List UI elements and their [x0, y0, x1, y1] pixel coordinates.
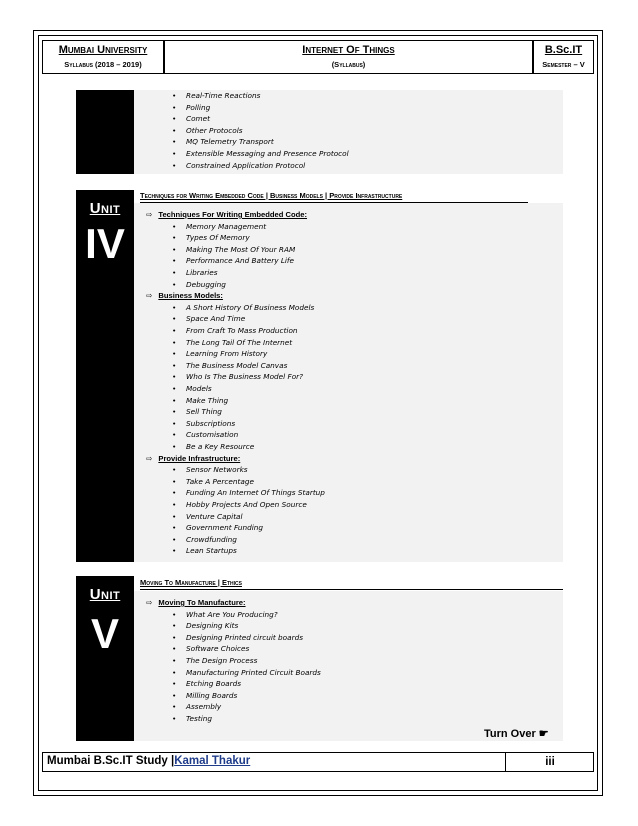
bullet-icon: •	[172, 546, 177, 556]
topic-heading	[146, 597, 246, 608]
bullet-icon: •	[172, 632, 177, 642]
bullet-icon: •	[172, 534, 177, 544]
list-item	[172, 522, 325, 534]
topic-title: Moving To Manufacture:	[158, 598, 246, 607]
list-item-text: Libraries	[186, 267, 218, 277]
list-item-text: Etching Boards	[186, 679, 242, 689]
list-item-text: Polling	[186, 102, 211, 112]
prev-topic-list	[172, 90, 349, 171]
list-item-text: Extensible Messaging and Presence Protocol	[186, 148, 349, 158]
list-item-text: Other Protocols	[186, 125, 243, 135]
list-item	[172, 325, 314, 337]
list-item	[172, 395, 314, 407]
list-item-text: Types Of Memory	[186, 233, 250, 243]
unit-iv-title: Techniques for Writing Embedded Code | Business Models | Provide Infrastructure	[140, 191, 403, 200]
bullet-icon: •	[172, 430, 177, 440]
bullet-icon: •	[172, 256, 177, 266]
list-item-text: Space And Time	[186, 314, 246, 324]
list-item	[172, 545, 325, 557]
bullet-icon: •	[172, 609, 177, 619]
list-item	[172, 360, 314, 372]
bullet-icon: •	[172, 125, 177, 135]
topic-list	[172, 302, 314, 453]
list-item	[172, 667, 321, 679]
topic-title: Business Models:	[158, 291, 223, 301]
unit-number: V	[90, 610, 119, 657]
bullet-icon: •	[172, 499, 177, 509]
list-item-text: Debugging	[186, 279, 226, 289]
list-item	[172, 511, 325, 523]
bullet-icon: •	[172, 621, 177, 631]
list-item	[172, 371, 314, 383]
bullet-icon: •	[172, 279, 177, 289]
bullet-icon: •	[172, 314, 177, 324]
bullet-icon: •	[172, 488, 177, 498]
semester-label: Semester – V	[542, 60, 585, 69]
bullet-icon: •	[172, 114, 177, 124]
list-item	[172, 136, 349, 148]
list-item-text: The Long Tail Of The Internet	[186, 337, 293, 347]
list-item-text: What Are You Producing?	[186, 609, 278, 619]
list-item	[172, 348, 314, 360]
list-item	[172, 279, 295, 291]
topic-list	[172, 221, 295, 291]
footer-text	[47, 755, 250, 767]
bullet-icon: •	[172, 667, 177, 677]
unit-label: Unit	[89, 586, 121, 603]
list-item-text: Making The Most Of Your RAM	[186, 244, 296, 254]
list-item	[172, 125, 349, 137]
bullet-icon: •	[172, 418, 177, 428]
list-item	[172, 643, 321, 655]
bullet-icon: •	[172, 679, 177, 689]
list-item-text: The Business Model Canvas	[186, 360, 288, 370]
list-item	[172, 499, 325, 511]
unit-label: Unit	[89, 200, 121, 217]
page-number: iii	[505, 753, 594, 771]
header-course	[533, 40, 594, 74]
bullet-icon: •	[172, 465, 177, 475]
bullet-icon: •	[172, 337, 177, 347]
list-item	[172, 534, 325, 546]
list-item	[172, 337, 314, 349]
arrow-right-icon: ⇨	[146, 210, 153, 219]
bullet-icon: •	[172, 221, 177, 231]
bullet-icon: •	[172, 690, 177, 700]
bullet-icon: •	[172, 511, 177, 521]
list-item-text: Performance And Battery Life	[186, 256, 294, 266]
list-item-text: Make Thing	[186, 395, 229, 405]
list-item-text: Funding An Internet Of Things Startup	[186, 488, 325, 498]
list-item	[172, 244, 295, 256]
list-item	[172, 406, 314, 418]
list-item	[172, 620, 321, 632]
list-item	[172, 441, 314, 453]
bullet-icon: •	[172, 91, 177, 100]
list-item-text: Constrained Application Protocol	[186, 160, 306, 170]
list-item-text: Government Funding	[186, 523, 264, 533]
bullet-icon: •	[172, 233, 177, 243]
bullet-icon: •	[172, 102, 177, 112]
list-item	[172, 487, 325, 499]
turn-over-note: Turn Over ☛	[484, 728, 549, 740]
list-item-text: Customisation	[186, 430, 239, 440]
list-item-text: Designing Printed circuit boards	[186, 632, 304, 642]
list-item-text: Venture Capital	[186, 511, 243, 521]
bullet-icon: •	[172, 383, 177, 393]
arrow-right-icon: ⇨	[146, 598, 153, 607]
list-item	[172, 690, 321, 702]
bullet-icon: •	[172, 407, 177, 417]
list-item-text: Hobby Projects And Open Source	[186, 499, 307, 509]
subject-title: Internet Of Things	[302, 44, 395, 56]
topic-heading	[146, 209, 307, 220]
list-item-text: Manufacturing Printed Circuit Boards	[186, 667, 321, 677]
list-item	[172, 221, 295, 233]
prev-unit-column	[76, 90, 134, 174]
list-item	[172, 701, 321, 713]
list-item	[172, 302, 314, 314]
bullet-icon: •	[172, 302, 177, 312]
unit-v-title-bar	[140, 577, 563, 590]
bullet-icon: •	[172, 644, 177, 654]
footer-author-link[interactable]: Kamal Thakur	[174, 755, 251, 767]
list-item	[172, 113, 349, 125]
bullet-icon: •	[172, 349, 177, 359]
list-item	[172, 429, 314, 441]
list-item-text: MQ Telemetry Transport	[186, 137, 274, 147]
list-item-text: Real-Time Reactions	[186, 91, 261, 100]
list-item	[172, 148, 349, 160]
list-item-text: Sell Thing	[186, 407, 222, 417]
unit-v-title: Moving To Manufacture | Ethics	[140, 578, 242, 587]
unit-v-column	[76, 576, 134, 741]
list-item	[172, 160, 349, 172]
list-item	[172, 267, 295, 279]
arrow-right-icon: ⇨	[146, 453, 153, 463]
bullet-icon: •	[172, 523, 177, 533]
bullet-icon: •	[172, 160, 177, 170]
unit-iv-column	[76, 190, 134, 562]
list-item-text: Who Is The Business Model For?	[186, 372, 304, 382]
course-title: B.Sc.IT	[544, 44, 583, 56]
bullet-icon: •	[172, 372, 177, 382]
bullet-icon: •	[172, 244, 177, 254]
list-item	[172, 678, 321, 690]
unit-iv-title-bar	[140, 190, 528, 203]
topic-title: Techniques For Writing Embedded Code:	[158, 210, 308, 219]
list-item	[172, 418, 314, 430]
footer-site: Mumbai B.Sc.IT Study |	[47, 755, 175, 767]
syllabus-year: Syllabus (2018 – 2019)	[64, 60, 142, 69]
bullet-icon: •	[172, 476, 177, 486]
list-item-text: Models	[186, 383, 212, 393]
header-university	[42, 40, 164, 74]
list-item-text: Subscriptions	[186, 418, 236, 428]
list-item	[172, 464, 325, 476]
list-item-text: Be a Key Resource	[186, 441, 255, 451]
list-item	[172, 90, 349, 102]
list-item-text: Take A Percentage	[186, 476, 254, 486]
list-item	[172, 476, 325, 488]
bullet-icon: •	[172, 655, 177, 665]
bullet-icon: •	[172, 148, 177, 158]
list-item-text: The Design Process	[186, 655, 258, 665]
header-subject	[164, 40, 533, 74]
bullet-icon: •	[172, 137, 177, 147]
list-item-text: Crowdfunding	[186, 534, 237, 544]
list-item-text: Milling Boards	[186, 690, 238, 700]
unit-number: IV	[85, 220, 125, 267]
list-item-text: Assembly	[186, 702, 222, 712]
subject-subtitle: (Syllabus)	[331, 60, 366, 69]
list-item	[172, 713, 321, 725]
list-item-text: Comet	[186, 114, 211, 124]
list-item	[172, 102, 349, 114]
university-title: Mumbai University	[58, 44, 148, 56]
list-item-text: Testing	[186, 713, 212, 723]
list-item-text: Learning From History	[186, 349, 268, 359]
list-item-text: From Craft To Mass Production	[186, 325, 298, 335]
list-item	[172, 313, 314, 325]
topic-list	[172, 464, 325, 557]
topic-list	[172, 609, 321, 725]
list-item-text: Lean Startups	[186, 546, 237, 556]
list-item-text: Designing Kits	[186, 621, 239, 631]
bullet-icon: •	[172, 325, 177, 335]
bullet-icon: •	[172, 441, 177, 451]
bullet-icon: •	[172, 267, 177, 277]
list-item	[172, 632, 321, 644]
bullet-icon: •	[172, 702, 177, 712]
list-item-text: Memory Management	[186, 221, 267, 231]
arrow-right-icon: ⇨	[146, 291, 153, 301]
bullet-icon: •	[172, 713, 177, 723]
list-item-text: A Short History Of Business Models	[186, 302, 315, 312]
list-item-text: Software Choices	[186, 644, 250, 654]
bullet-icon: •	[172, 395, 177, 405]
bullet-icon: •	[172, 360, 177, 370]
list-item	[172, 655, 321, 667]
footer	[42, 752, 594, 772]
list-item-text: Sensor Networks	[186, 465, 248, 475]
topic-heading	[146, 453, 240, 464]
topic-title: Provide Infrastructure:	[158, 453, 241, 463]
list-item	[172, 609, 321, 621]
list-item	[172, 383, 314, 395]
list-item	[172, 232, 295, 244]
topic-heading	[146, 290, 223, 301]
list-item	[172, 255, 295, 267]
